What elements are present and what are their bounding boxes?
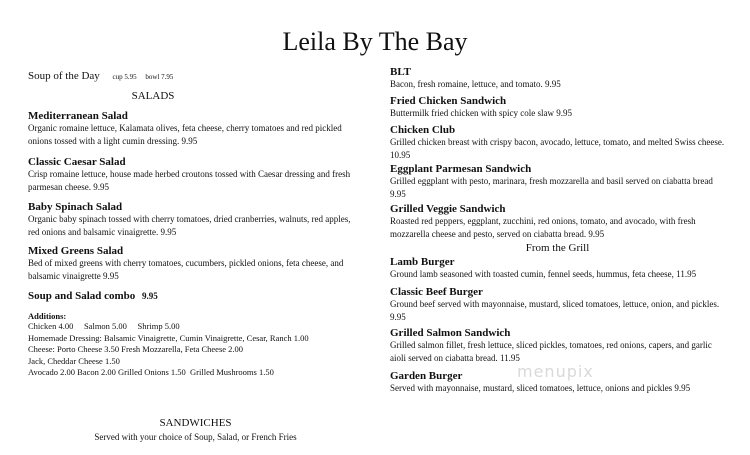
combo-price: 9.95 xyxy=(142,291,158,301)
item-name: Classic Beef Burger xyxy=(390,286,483,298)
menu-item xyxy=(28,245,363,283)
item-name: Eggplant Parmesan Sandwich xyxy=(390,163,532,175)
menu-item xyxy=(28,201,363,239)
additions xyxy=(28,311,363,379)
item-name: Lamb Burger xyxy=(390,256,455,268)
item-name: Chicken Club xyxy=(390,124,456,136)
item-description: Bed of mixed greens with cherry tomatoes, cucumbers, pickled onions, feta cheese, and balsamic vinaigrette 9.95 xyxy=(28,258,344,281)
item-description: Crisp romaine lettuce, house made herbed croutons tossed with Caesar dressing and fresh parmesan cheese. 9.95 xyxy=(28,169,351,192)
item-name: Mediterranean Salad xyxy=(28,110,128,122)
menu-item xyxy=(28,110,363,148)
restaurant-title: Leila By The Bay xyxy=(282,27,468,56)
additions-line: Cheese: Porto Cheese 3.50 Fresh Mozzarella, Feta Cheese 2.00 xyxy=(28,344,244,354)
salads-header: SALADS xyxy=(131,90,175,102)
additions-title: Additions: xyxy=(28,311,67,321)
item-description: Grilled salmon fillet, fresh lettuce, sliced pickles, tomatoes, red onions, capers, and garlic aioli served on ciabatta bread. 11.95 xyxy=(390,340,712,363)
item-name: Grilled Salmon Sandwich xyxy=(390,327,511,339)
watermark-logo: menupix xyxy=(517,362,594,381)
item-name: Fried Chicken Sandwich xyxy=(390,95,507,107)
menu-item xyxy=(390,124,725,162)
soup-bowl-price: bowl 7.95 xyxy=(145,73,174,81)
additions-line: Homemade Dressing: Balsamic Vinaigrette, Cumin Vinaigrette, Cesar, Ranch 1.00 xyxy=(28,332,309,343)
item-name: Mixed Greens Salad xyxy=(28,245,124,257)
item-description: Grilled eggplant with pesto, marinara, fresh mozzarella and basil served on ciabatta bread 9.95 xyxy=(390,176,713,199)
item-description: Ground beef served with mayonnaise, mustard, sliced tomatoes, lettuce, onion, and pickles. 9.95 xyxy=(390,299,720,322)
item-description: Served with mayonnaise, mustard, sliced tomatoes, lettuce, onions and pickles 9.95 xyxy=(390,383,691,393)
menu-item xyxy=(390,95,725,120)
item-description: Roasted red peppers, eggplant, zucchini, red onions, tomato, and avocado, with fresh mozzarella cheese and pesto, served on ciabatta bread. 9.95 xyxy=(390,216,696,239)
item-description: Organic baby spinach tossed with cherry tomatoes, dried cranberries, walnuts, red apples, red onions and balsamic vinaigrette. 9.95 xyxy=(28,214,351,237)
item-name: BLT xyxy=(390,66,412,78)
soup-label: Soup of the Day xyxy=(28,70,100,82)
item-description: Ground lamb seasoned with toasted cumin, fennel seeds, hummus, feta cheese, 11.95 xyxy=(390,269,697,279)
menu-item xyxy=(390,256,725,281)
soup-of-the-day xyxy=(28,70,173,82)
additions-line: Jack, Cheddar Cheese 1.50 xyxy=(28,355,120,366)
menu-item xyxy=(390,163,725,201)
item-description: Buttermilk fried chicken with spicy cole slaw 9.95 xyxy=(390,108,572,118)
item-description: Bacon, fresh romaine, lettuce, and tomato. 9.95 xyxy=(390,79,561,89)
menu-item xyxy=(390,327,725,365)
grill-header: From the Grill xyxy=(525,242,590,254)
item-name: Baby Spinach Salad xyxy=(28,201,123,213)
soup-salad-combo xyxy=(28,290,158,302)
menu-item xyxy=(390,66,725,91)
item-name: Classic Caesar Salad xyxy=(28,156,126,168)
menu-item xyxy=(390,286,725,324)
soup-cup-price: cup 5.95 xyxy=(112,73,137,81)
menu-item xyxy=(28,156,363,194)
menu-item xyxy=(390,203,725,241)
additions-line: Chicken 4.00 Salmon 5.00 Shrimp 5.00 xyxy=(28,321,180,331)
item-description: Organic romaine lettuce, Kalamata olives, feta cheese, cherry tomatoes and red pickled onions tossed with a light cumin dressing. 9.95 xyxy=(28,123,342,146)
sandwiches-header: SANDWICHES xyxy=(159,417,232,429)
item-description: Grilled chicken breast with crispy bacon, avocado, lettuce, tomato, and melted Swiss cheese. 10.95 xyxy=(390,137,725,160)
sandwiches-subtitle: Served with your choice of Soup, Salad, or French Fries xyxy=(94,432,297,442)
item-name: Garden Burger xyxy=(390,370,463,382)
additions-line: Avocado 2.00 Bacon 2.00 Grilled Onions 1.50 Grilled Mushrooms 1.50 xyxy=(28,367,274,377)
combo-name: Soup and Salad combo xyxy=(28,290,136,302)
item-name: Grilled Veggie Sandwich xyxy=(390,203,506,215)
